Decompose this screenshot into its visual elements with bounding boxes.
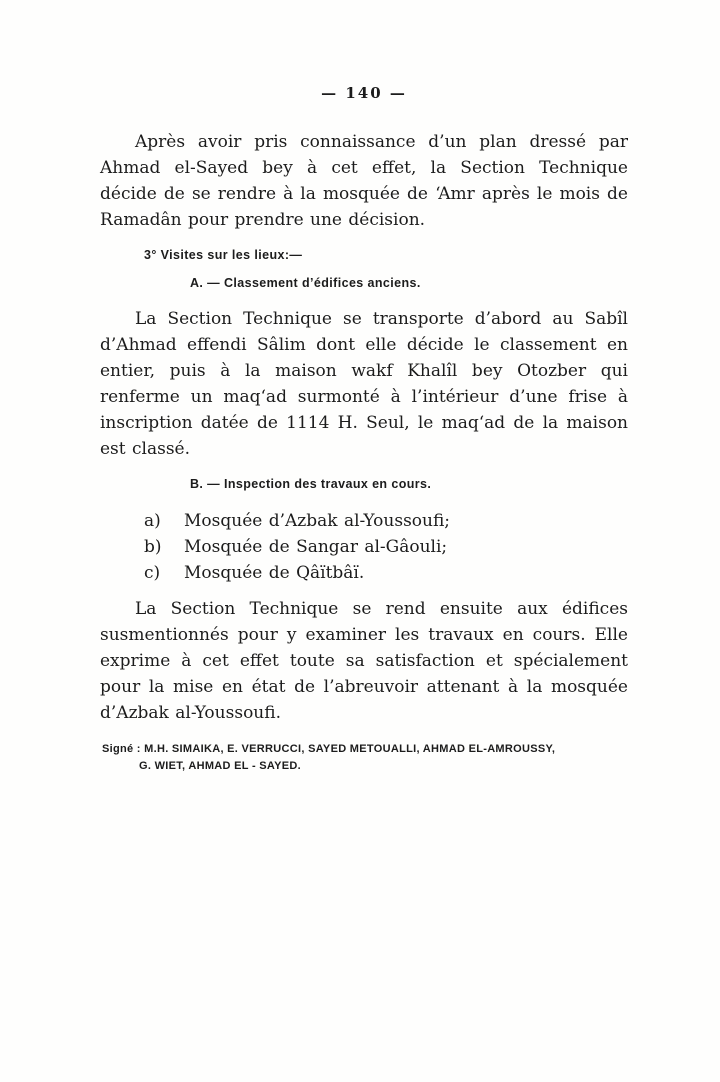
signature-block bbox=[102, 741, 628, 775]
subsection-heading-inspection: B. — Inspection des travaux en cours. bbox=[190, 477, 432, 491]
list-item-text: Mosquée de Sangar al-Gâouli; bbox=[184, 537, 448, 557]
list-item bbox=[144, 508, 628, 534]
list-item bbox=[144, 560, 628, 586]
paragraph-classement: La Section Technique se transporte d’abord au Sabîl d’Ahmad effendi Sâlim dont elle décide le classement en entier, puis à la maison wakf Khalîl bey Otozber qui renferme un maq‘ad surmonté à l’intérieur d’une frise à inscription datée de 1114 H. Seul, le maq‘ad de la maison est classé. bbox=[100, 309, 628, 459]
paragraph-conclusion: La Section Technique se rend ensuite aux édifices susmentionnés pour y examiner les travaux en cours. Elle exprime à cet effet toute sa satisfaction et spécialement pour la mise en état de l’abreuvoir attenant à la mosquée d’Azbak al-Youssoufi. bbox=[100, 599, 628, 723]
signature-line-1: Signé : M.H. SIMAIKA, E. VERRUCCI, SAYED METOUALLI, AHMAD EL-AMROUSSY, bbox=[102, 743, 556, 755]
list-item bbox=[144, 534, 628, 560]
paragraph-intro: Après avoir pris connaissance d’un plan dressé par Ahmad el-Sayed bey à cet effet, la Section Technique décide de se rendre à la mosquée de ‘Amr après le mois de Ramadân pour prendre une décision. bbox=[100, 132, 628, 230]
text-column bbox=[100, 84, 628, 775]
list-item-text: Mosquée de Qâïtbâï. bbox=[184, 563, 365, 583]
signature-line-2: G. WIET, AHMAD EL - SAYED. bbox=[139, 760, 302, 772]
mosque-list bbox=[144, 508, 628, 586]
list-item-text: Mosquée d’Azbak al-Youssoufi; bbox=[184, 511, 451, 531]
subsection-heading-classement: A. — Classement d’édifices anciens. bbox=[190, 276, 421, 290]
section-heading-visites: 3° Visites sur les lieux:— bbox=[144, 248, 303, 262]
list-item-marker: a) bbox=[144, 511, 161, 531]
page-number: — 140 — bbox=[321, 84, 407, 102]
list-item-marker: b) bbox=[144, 537, 162, 557]
list-item-marker: c) bbox=[144, 563, 161, 583]
